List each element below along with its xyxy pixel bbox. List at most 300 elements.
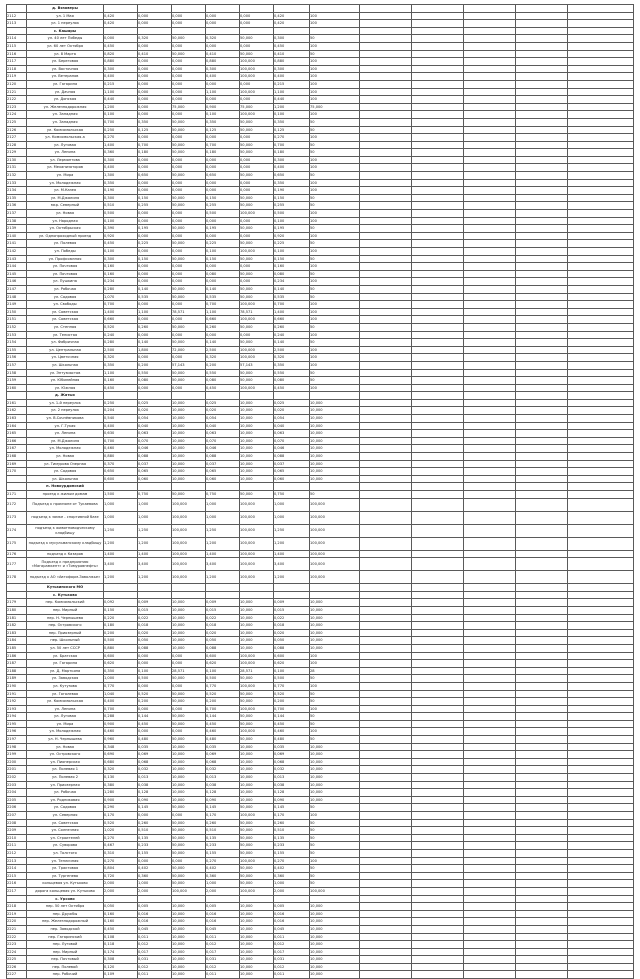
row-number: 2188 [7, 667, 27, 675]
value-cell: 1,200 [274, 571, 310, 584]
value-cell: 0,025 [206, 399, 240, 407]
table-row [7, 88, 634, 96]
value-cell: 50,000 [240, 369, 274, 377]
value-cell: 10,000 [172, 629, 206, 637]
value-cell: 1,000 [138, 880, 172, 888]
value-cell: 1,400 [274, 550, 310, 558]
table-row [7, 511, 634, 524]
value-cell: 10,000 [172, 956, 206, 964]
value-cell: 0,680 [104, 758, 138, 766]
value-cell: 0,000 [240, 156, 274, 164]
value-cell: 10,000 [240, 743, 274, 751]
street-name: ул. Новая [27, 743, 104, 751]
value-cell [412, 407, 464, 415]
value-cell [412, 675, 464, 683]
table-row [7, 872, 634, 880]
value-cell [412, 126, 464, 134]
value-cell: 0,500 [104, 210, 138, 218]
value-cell: 50,000 [240, 149, 274, 157]
value-cell [412, 384, 464, 392]
street-name: ул. Кутузова [27, 682, 104, 690]
table-row [7, 263, 634, 271]
value-cell: 0,720 [104, 872, 138, 880]
value-cell [568, 591, 634, 599]
value-cell: 100,000 [240, 511, 274, 524]
value-cell: 100,000 [240, 346, 274, 354]
value-cell: 0,015 [206, 606, 240, 614]
value-cell [568, 933, 634, 941]
value-cell [516, 781, 568, 789]
value-cell: 100 [310, 65, 360, 73]
value-cell [464, 614, 516, 622]
value-cell [516, 614, 568, 622]
value-cell: 0,140 [274, 339, 310, 347]
table-row [7, 103, 634, 111]
value-cell: 0,550 [206, 369, 240, 377]
value-cell: 10,000 [310, 475, 360, 483]
value-cell: 100 [310, 111, 360, 119]
value-cell [516, 766, 568, 774]
value-cell: 1,000 [138, 498, 172, 511]
value-cell [516, 445, 568, 453]
table-row [7, 369, 634, 377]
street-name: ул. Пушкина [27, 278, 104, 286]
value-cell: 0,220 [104, 614, 138, 622]
value-cell [516, 705, 568, 713]
value-cell [104, 584, 138, 592]
value-cell: 0,920 [274, 232, 310, 240]
value-cell: 50 [310, 842, 360, 850]
value-cell: 10,000 [310, 606, 360, 614]
value-cell: 0,140 [138, 285, 172, 293]
value-cell [412, 652, 464, 660]
value-cell [412, 910, 464, 918]
value-cell: 0,125 [138, 126, 172, 134]
value-cell [206, 895, 240, 903]
value-cell: 10,000 [172, 475, 206, 483]
value-cell: 0,920 [104, 232, 138, 240]
value-cell [516, 637, 568, 645]
street-name: ул. Родниковая [27, 796, 104, 804]
value-cell [516, 111, 568, 119]
table-row [7, 453, 634, 461]
table-row [7, 194, 634, 202]
value-cell: 0,155 [138, 849, 172, 857]
value-cell: 100 [310, 187, 360, 195]
value-cell: 0,000 [240, 164, 274, 172]
value-cell [412, 73, 464, 81]
row-number: 2194 [7, 713, 27, 721]
value-cell [360, 194, 412, 202]
value-cell: 100 [310, 88, 360, 96]
value-cell: 0,022 [274, 614, 310, 622]
value-cell [412, 606, 464, 614]
value-cell: 0,300 [274, 65, 310, 73]
value-cell [310, 895, 360, 903]
row-number: 2211 [7, 842, 27, 850]
value-cell [516, 65, 568, 73]
value-cell: 0,190 [104, 187, 138, 195]
value-cell: 10,000 [240, 933, 274, 941]
value-cell: 0,125 [274, 126, 310, 134]
value-cell: 10,000 [310, 948, 360, 956]
value-cell [464, 475, 516, 483]
value-cell: 0,150 [274, 255, 310, 263]
value-cell: 50 [310, 827, 360, 835]
value-cell: 1,070 [104, 293, 138, 301]
value-cell: 0,012 [138, 941, 172, 949]
value-cell: 10,000 [310, 430, 360, 438]
row-number: 2197 [7, 736, 27, 744]
value-cell: 0,000 [138, 12, 172, 20]
value-cell: 0,750 [206, 491, 240, 499]
value-cell [464, 550, 516, 558]
value-cell: 10,000 [310, 599, 360, 607]
value-cell: 0,000 [172, 728, 206, 736]
value-cell: 100,000 [310, 511, 360, 524]
value-cell [516, 103, 568, 111]
value-cell: 0,012 [274, 963, 310, 971]
value-cell [568, 491, 634, 499]
value-cell [464, 331, 516, 339]
value-cell [516, 225, 568, 233]
value-cell [464, 172, 516, 180]
value-cell: 100 [310, 316, 360, 324]
value-cell [516, 392, 568, 400]
value-cell [464, 933, 516, 941]
value-cell [464, 42, 516, 50]
value-cell [412, 225, 464, 233]
value-cell: 0,000 [172, 682, 206, 690]
value-cell: 0,880 [104, 453, 138, 461]
value-cell: 0,880 [104, 644, 138, 652]
value-cell: 0,280 [104, 339, 138, 347]
value-cell [568, 361, 634, 369]
value-cell: 0,000 [138, 88, 172, 96]
value-cell [360, 660, 412, 668]
value-cell: 50,000 [240, 118, 274, 126]
value-cell [516, 50, 568, 58]
table-row [7, 141, 634, 149]
value-cell: 1,200 [206, 537, 240, 550]
value-cell [412, 35, 464, 43]
table-row [7, 361, 634, 369]
value-cell [360, 164, 412, 172]
value-cell: 0,100 [274, 111, 310, 119]
value-cell [412, 339, 464, 347]
value-cell [516, 941, 568, 949]
value-cell [516, 354, 568, 362]
value-cell: 10,000 [172, 445, 206, 453]
value-cell: 0,225 [138, 240, 172, 248]
value-cell: 10,000 [172, 599, 206, 607]
value-cell: 0,250 [104, 126, 138, 134]
value-cell [412, 430, 464, 438]
value-cell: 10,000 [172, 910, 206, 918]
table-row [7, 498, 634, 511]
value-cell [412, 194, 464, 202]
value-cell: 0,135 [274, 834, 310, 842]
value-cell: 10,000 [172, 751, 206, 759]
value-cell [516, 956, 568, 964]
table-row [7, 35, 634, 43]
value-cell [464, 301, 516, 309]
value-cell: 0,100 [206, 111, 240, 119]
value-cell [360, 339, 412, 347]
value-cell [310, 392, 360, 400]
value-cell [568, 498, 634, 511]
value-cell [568, 736, 634, 744]
value-cell [568, 354, 634, 362]
value-cell: 0,000 [138, 331, 172, 339]
value-cell [360, 571, 412, 584]
value-cell: 50,000 [240, 842, 274, 850]
value-cell: 50,000 [240, 225, 274, 233]
value-cell [240, 591, 274, 599]
value-cell: 1,100 [206, 88, 240, 96]
value-cell [568, 857, 634, 865]
value-cell [104, 27, 138, 35]
value-cell: 0,460 [206, 728, 240, 736]
row-number: 2223 [7, 941, 27, 949]
value-cell: 0,120 [104, 963, 138, 971]
value-cell [568, 789, 634, 797]
table-row [7, 149, 634, 157]
value-cell [464, 819, 516, 827]
row-number: 2156 [7, 354, 27, 362]
value-cell: 1,800 [138, 346, 172, 354]
value-cell: 50 [310, 819, 360, 827]
row-number: 2120 [7, 80, 27, 88]
value-cell: 0,017 [274, 948, 310, 956]
value-cell: 0,400 [274, 73, 310, 81]
row-number: 2216 [7, 880, 27, 888]
value-cell [464, 384, 516, 392]
table-row [7, 827, 634, 835]
value-cell: 100,000 [240, 682, 274, 690]
value-cell: 50,000 [240, 491, 274, 499]
value-cell [516, 667, 568, 675]
value-cell [568, 842, 634, 850]
value-cell [464, 804, 516, 812]
value-cell: 0,460 [104, 728, 138, 736]
street-name: ул. Комсомольская [27, 126, 104, 134]
row-number: 2146 [7, 278, 27, 286]
value-cell [568, 948, 634, 956]
value-cell [568, 713, 634, 721]
value-cell: 0,020 [206, 629, 240, 637]
section-title: с. Кашары [27, 27, 104, 35]
street-name: подъезд к Казаров [27, 550, 104, 558]
value-cell: 0,700 [104, 437, 138, 445]
street-name: пер. Рабочий [27, 971, 104, 979]
value-cell [412, 475, 464, 483]
value-cell [568, 96, 634, 104]
value-cell [360, 720, 412, 728]
value-cell: 1,400 [274, 308, 310, 316]
value-cell [464, 511, 516, 524]
value-cell [464, 524, 516, 537]
value-cell [516, 910, 568, 918]
value-cell: 0,280 [104, 285, 138, 293]
value-cell [568, 308, 634, 316]
value-cell: 10,000 [172, 622, 206, 630]
value-cell [138, 483, 172, 491]
value-cell: 0,550 [138, 369, 172, 377]
value-cell [464, 346, 516, 354]
row-number: 2148 [7, 293, 27, 301]
value-cell: 0,300 [274, 156, 310, 164]
street-name: ул. Гагарина [27, 660, 104, 668]
street-name: ул. Западная [27, 118, 104, 126]
value-cell: 0,000 [172, 58, 206, 66]
value-cell [568, 172, 634, 180]
value-cell [568, 599, 634, 607]
table-row [7, 316, 634, 324]
value-cell: 0,350 [274, 179, 310, 187]
value-cell: 0,005 [206, 903, 240, 911]
value-cell: 10,000 [172, 781, 206, 789]
row-number: 2161 [7, 399, 27, 407]
value-cell [412, 50, 464, 58]
value-cell [360, 369, 412, 377]
value-cell: 100,000 [310, 524, 360, 537]
row-number: 2226 [7, 963, 27, 971]
value-cell: 0,440 [274, 96, 310, 104]
value-cell: 0,000 [138, 857, 172, 865]
value-cell [360, 849, 412, 857]
street-name: ул. Тенистая [27, 331, 104, 339]
value-cell: 2,500 [104, 346, 138, 354]
table-row [7, 629, 634, 637]
value-cell [412, 415, 464, 423]
value-cell [360, 118, 412, 126]
value-cell [412, 346, 464, 354]
value-cell: 0,128 [206, 789, 240, 797]
section-title: п. Новоурдинский [27, 483, 104, 491]
value-cell: 50,000 [240, 172, 274, 180]
value-cell [412, 827, 464, 835]
value-cell: 50 [310, 675, 360, 683]
value-cell: 0,290 [104, 804, 138, 812]
value-cell: 3,400 [206, 558, 240, 571]
street-name: пер. Мирный [27, 606, 104, 614]
value-cell: 0,100 [274, 248, 310, 256]
value-cell [568, 887, 634, 895]
value-cell: 0,150 [274, 194, 310, 202]
value-cell [568, 42, 634, 50]
value-cell [464, 774, 516, 782]
value-cell: 10,000 [240, 971, 274, 979]
value-cell: 0,009 [274, 599, 310, 607]
value-cell [568, 460, 634, 468]
row-number: 2181 [7, 614, 27, 622]
value-cell: 0,300 [104, 255, 138, 263]
value-cell [516, 437, 568, 445]
street-name: Подъезд к предприятию «Магарамкент» и «Тимуровнефть» [27, 558, 104, 571]
value-cell [360, 550, 412, 558]
street-name: ул. Народная [27, 217, 104, 225]
value-cell [516, 834, 568, 842]
value-cell: 100,000 [240, 210, 274, 218]
value-cell: 0,000 [172, 73, 206, 81]
value-cell: 0,035 [274, 743, 310, 751]
value-cell: 10,000 [172, 460, 206, 468]
value-cell [412, 865, 464, 873]
value-cell: 0,600 [104, 652, 138, 660]
value-cell [516, 422, 568, 430]
value-cell [464, 690, 516, 698]
street-name: ул. Ленина [27, 149, 104, 157]
value-cell: 0,020 [138, 407, 172, 415]
table-row [7, 622, 634, 630]
street-name: пер. Мирный [27, 948, 104, 956]
value-cell [360, 652, 412, 660]
value-cell: 0,690 [104, 751, 138, 759]
row-number: 2163 [7, 415, 27, 423]
value-cell [464, 141, 516, 149]
value-cell: 10,000 [310, 796, 360, 804]
value-cell [464, 217, 516, 225]
value-cell [516, 971, 568, 979]
value-cell [464, 887, 516, 895]
value-cell [360, 599, 412, 607]
value-cell: 0,750 [274, 491, 310, 499]
value-cell: 0,900 [104, 796, 138, 804]
value-cell [464, 637, 516, 645]
value-cell: 0,000 [240, 42, 274, 50]
value-cell: 10,000 [172, 918, 206, 926]
value-cell: 1,280 [104, 789, 138, 797]
value-cell: 50,000 [172, 713, 206, 721]
value-cell: 100,000 [240, 301, 274, 309]
value-cell: 0,017 [206, 948, 240, 956]
value-cell: 0,400 [104, 164, 138, 172]
table-row [7, 963, 634, 971]
value-cell [206, 5, 240, 13]
value-cell: 10,000 [172, 468, 206, 476]
value-cell: 10,000 [310, 468, 360, 476]
value-cell: 1,200 [138, 537, 172, 550]
value-cell [412, 812, 464, 820]
value-cell [360, 377, 412, 385]
row-number: 2137 [7, 210, 27, 218]
value-cell [412, 766, 464, 774]
value-cell [172, 895, 206, 903]
value-cell [360, 614, 412, 622]
row-number: 2155 [7, 346, 27, 354]
value-cell: 50 [310, 323, 360, 331]
value-cell [464, 880, 516, 888]
value-cell: 0,270 [206, 857, 240, 865]
value-cell: 10,000 [310, 956, 360, 964]
table-row [7, 58, 634, 66]
value-cell [568, 667, 634, 675]
value-cell [412, 614, 464, 622]
street-name: ул. Братская [27, 652, 104, 660]
row-number: 2214 [7, 865, 27, 873]
value-cell: 0,000 [206, 156, 240, 164]
value-cell: 0,467 [104, 842, 138, 850]
value-cell: 1,100 [206, 308, 240, 316]
row-number: 2215 [7, 872, 27, 880]
value-cell: 10,000 [240, 599, 274, 607]
section-title: с. Урсово [27, 895, 104, 903]
value-cell: 0,000 [206, 263, 240, 271]
value-cell: 100,000 [240, 111, 274, 119]
value-cell: 50,000 [240, 834, 274, 842]
value-cell [568, 58, 634, 66]
